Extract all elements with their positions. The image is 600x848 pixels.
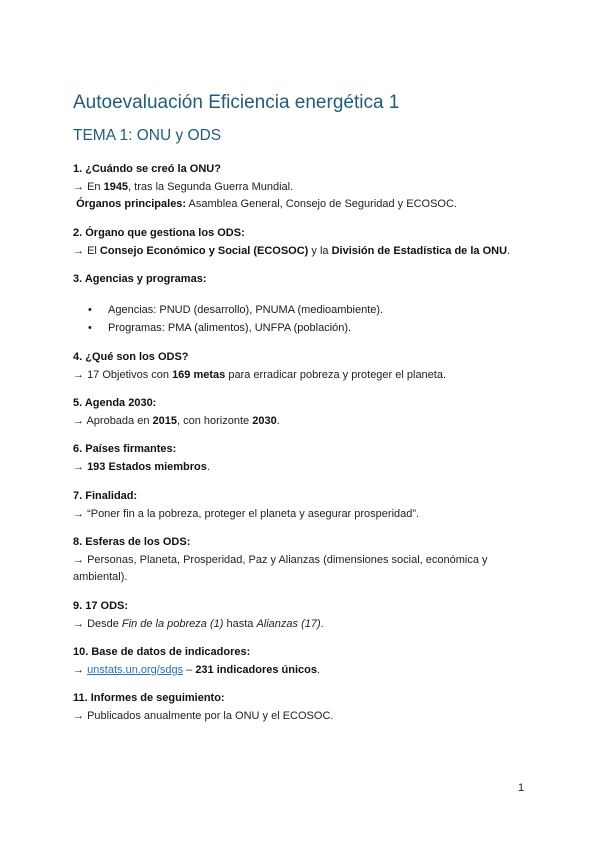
question-5-heading: 5. Agenda 2030: (73, 397, 157, 409)
page-number: 1 (518, 782, 525, 794)
list-item: • Programas: PMA (alimentos), UNFPA (población). (88, 320, 351, 338)
arrow-icon: → (73, 553, 84, 566)
question-11-heading: 11. Informes de seguimiento: (73, 692, 225, 704)
question-2-answer: → El Consejo Económico y Social (ECOSOC) y la División de Estadística de la ONU. (73, 244, 511, 257)
list-item: • Agencias: PNUD (desarrollo), PNUMA (medioambiente). (88, 302, 383, 320)
question-4 (73, 349, 543, 384)
question-6 (73, 441, 543, 476)
question-1-organs: Órganos principales: Asamblea General, Consejo de Seguridad y ECOSOC. (76, 198, 457, 210)
question-5 (73, 395, 543, 430)
indicators-link[interactable]: unstats.un.org/sdgs (87, 663, 184, 676)
question-1 (73, 161, 543, 214)
question-6-answer: → 193 Estados miembros. (73, 460, 210, 473)
question-2 (73, 225, 543, 260)
question-8-answer: → Personas, Planeta, Prosperidad, Paz y Alianzas (dimensiones social, económica y ambiental). (73, 553, 488, 583)
arrow-icon: → (73, 617, 84, 630)
question-5-answer: → Aprobada en 2015, con horizonte 2030. (73, 414, 280, 427)
question-2-heading: 2. Órgano que gestiona los ODS: (73, 227, 245, 239)
question-4-heading: 4. ¿Qué son los ODS? (73, 351, 189, 363)
question-3-heading: 3. Agencias y programas: (73, 273, 207, 285)
question-1-answer: → En 1945, tras la Segunda Guerra Mundial. (73, 180, 294, 193)
question-3 (73, 271, 543, 289)
arrow-icon: → (73, 180, 84, 193)
question-7-answer: → “Poner fin a la pobreza, proteger el planeta y asegurar prosperidad”. (73, 507, 420, 520)
question-6-heading: 6. Países firmantes: (73, 443, 177, 455)
question-11 (73, 690, 543, 725)
question-7 (73, 488, 543, 523)
question-8 (73, 534, 543, 587)
question-9-heading: 9. 17 ODS: (73, 600, 129, 612)
arrow-icon: → (73, 709, 84, 722)
question-10 (73, 644, 543, 679)
document-title: Autoevaluación Eficiencia energética 1 (73, 92, 400, 113)
arrow-icon: → (73, 460, 84, 473)
arrow-icon: → (73, 663, 84, 676)
section-title: TEMA 1: ONU y ODS (73, 127, 222, 144)
question-4-answer: → 17 Objetivos con 169 metas para erradicar pobreza y proteger el planeta. (73, 368, 447, 381)
question-10-answer: → unstats.un.org/sdgs – 231 indicadores únicos. (73, 663, 321, 676)
question-10-heading: 10. Base de datos de indicadores: (73, 646, 251, 658)
question-1-heading: 1. ¿Cuándo se creó la ONU? (73, 163, 221, 175)
arrow-icon: → (73, 507, 84, 520)
arrow-icon: → (73, 368, 84, 381)
arrow-icon: → (73, 414, 84, 427)
bullet-icon: • (88, 304, 92, 316)
question-9 (73, 598, 543, 633)
question-9-answer: → Desde Fin de la pobreza (1) hasta Alianzas (17). (73, 617, 324, 630)
bullet-icon: • (88, 322, 92, 334)
question-7-heading: 7. Finalidad: (73, 490, 138, 502)
arrow-icon: → (73, 244, 84, 257)
question-11-answer: → Publicados anualmente por la ONU y el ECOSOC. (73, 709, 334, 722)
question-8-heading: 8. Esferas de los ODS: (73, 536, 191, 548)
